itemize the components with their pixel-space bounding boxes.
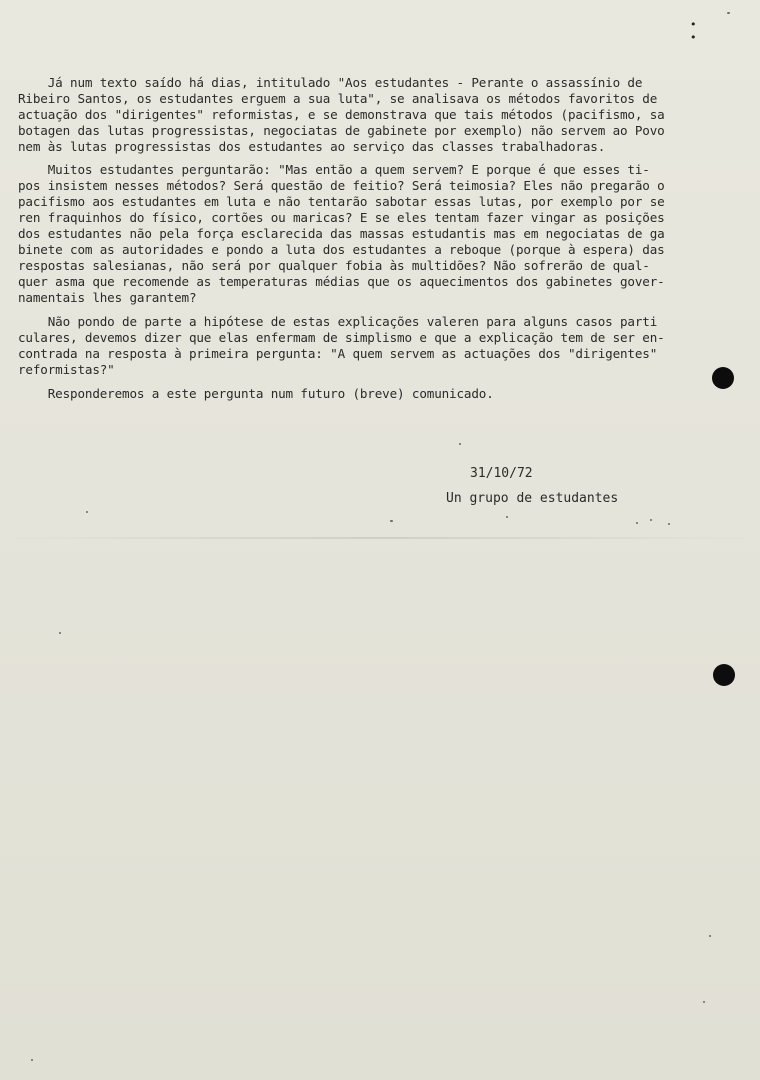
- text-line: respostas salesianas, não será por qualquer fobia às multidões? Não sofrerão de qual-: [18, 258, 650, 273]
- staple-mark-icon: • •: [690, 18, 697, 44]
- text-line: binete com as autoridades e pondo a luta dos estudantes a reboque (porque à espera) das: [18, 242, 665, 257]
- speck: [668, 523, 670, 525]
- text-line: contrada na resposta à primeira pergunta: "A quem servem as actuações dos "dirigentes": [18, 346, 658, 361]
- speck: [31, 1059, 33, 1061]
- speck: [459, 443, 461, 445]
- signature-name: Un grupo de estudantes: [446, 491, 619, 506]
- text-line: Já num texto saído há dias, intitulado "Aos estudantes - Perante o assassínio de: [18, 75, 643, 90]
- speck: [86, 511, 88, 513]
- speck: [650, 519, 652, 521]
- paragraph-3: [18, 314, 738, 378]
- speck: [506, 516, 508, 518]
- paragraph-1: [18, 75, 738, 155]
- text-line: nem às lutas progressistas dos estudantes ao serviço das classes trabalhadoras.: [18, 139, 606, 154]
- signature-date: 31/10/72: [470, 466, 533, 481]
- text-line: Muitos estudantes perguntarão: "Mas então a quem servem? E porque é que esses ti-: [18, 162, 650, 177]
- text-line: reformistas?": [18, 362, 115, 377]
- paragraph-2: [18, 162, 738, 306]
- paragraph-4: [18, 386, 738, 402]
- text-line: Responderemos a este pergunta num futuro (breve) comunicado.: [18, 386, 494, 401]
- text-line: botagen das lutas progressistas, negociatas de gabinete por exemplo) não servem ao Povo: [18, 123, 665, 138]
- speck: [727, 12, 730, 14]
- punch-hole: [713, 664, 735, 686]
- text-line: ren fraquinhos do físico, cortões ou maricas? E se eles tentam fazer vingar as posições: [18, 210, 665, 225]
- speck: [709, 935, 711, 937]
- text-line: pos insistem nesses métodos? Será questão de feitio? Será teimosia? Eles não pregarão o: [18, 178, 665, 193]
- speck: [390, 520, 393, 522]
- text-line: namentais lhes garantem?: [18, 290, 197, 305]
- text-line: dos estudantes não pela força esclarecida das massas estudantis mas em negociatas de ga: [18, 226, 665, 241]
- punch-hole: [712, 367, 734, 389]
- page-fold: [0, 537, 760, 539]
- speck: [703, 1001, 705, 1003]
- text-line: actuação dos "dirigentes" reformistas, e se demonstrava que tais métodos (pacifismo, sa: [18, 107, 665, 122]
- text-line: culares, devemos dizer que elas enfermam de simplismo e que a explicação tem de ser en-: [18, 330, 665, 345]
- text-line: pacifismo aos estudantes em luta e não tentarão sabotar essas lutas, por exemplo por se: [18, 194, 665, 209]
- speck: [636, 522, 638, 524]
- text-line: Não pondo de parte a hipótese de estas explicações valeren para alguns casos parti: [18, 314, 658, 329]
- speck: [59, 632, 61, 634]
- text-line: quer asma que recomende as temperaturas médias que os aquecimentos dos gabinetes gover-: [18, 274, 665, 289]
- text-line: Ribeiro Santos, os estudantes erguem a sua luta", se analisava os métodos favoritos de: [18, 91, 658, 106]
